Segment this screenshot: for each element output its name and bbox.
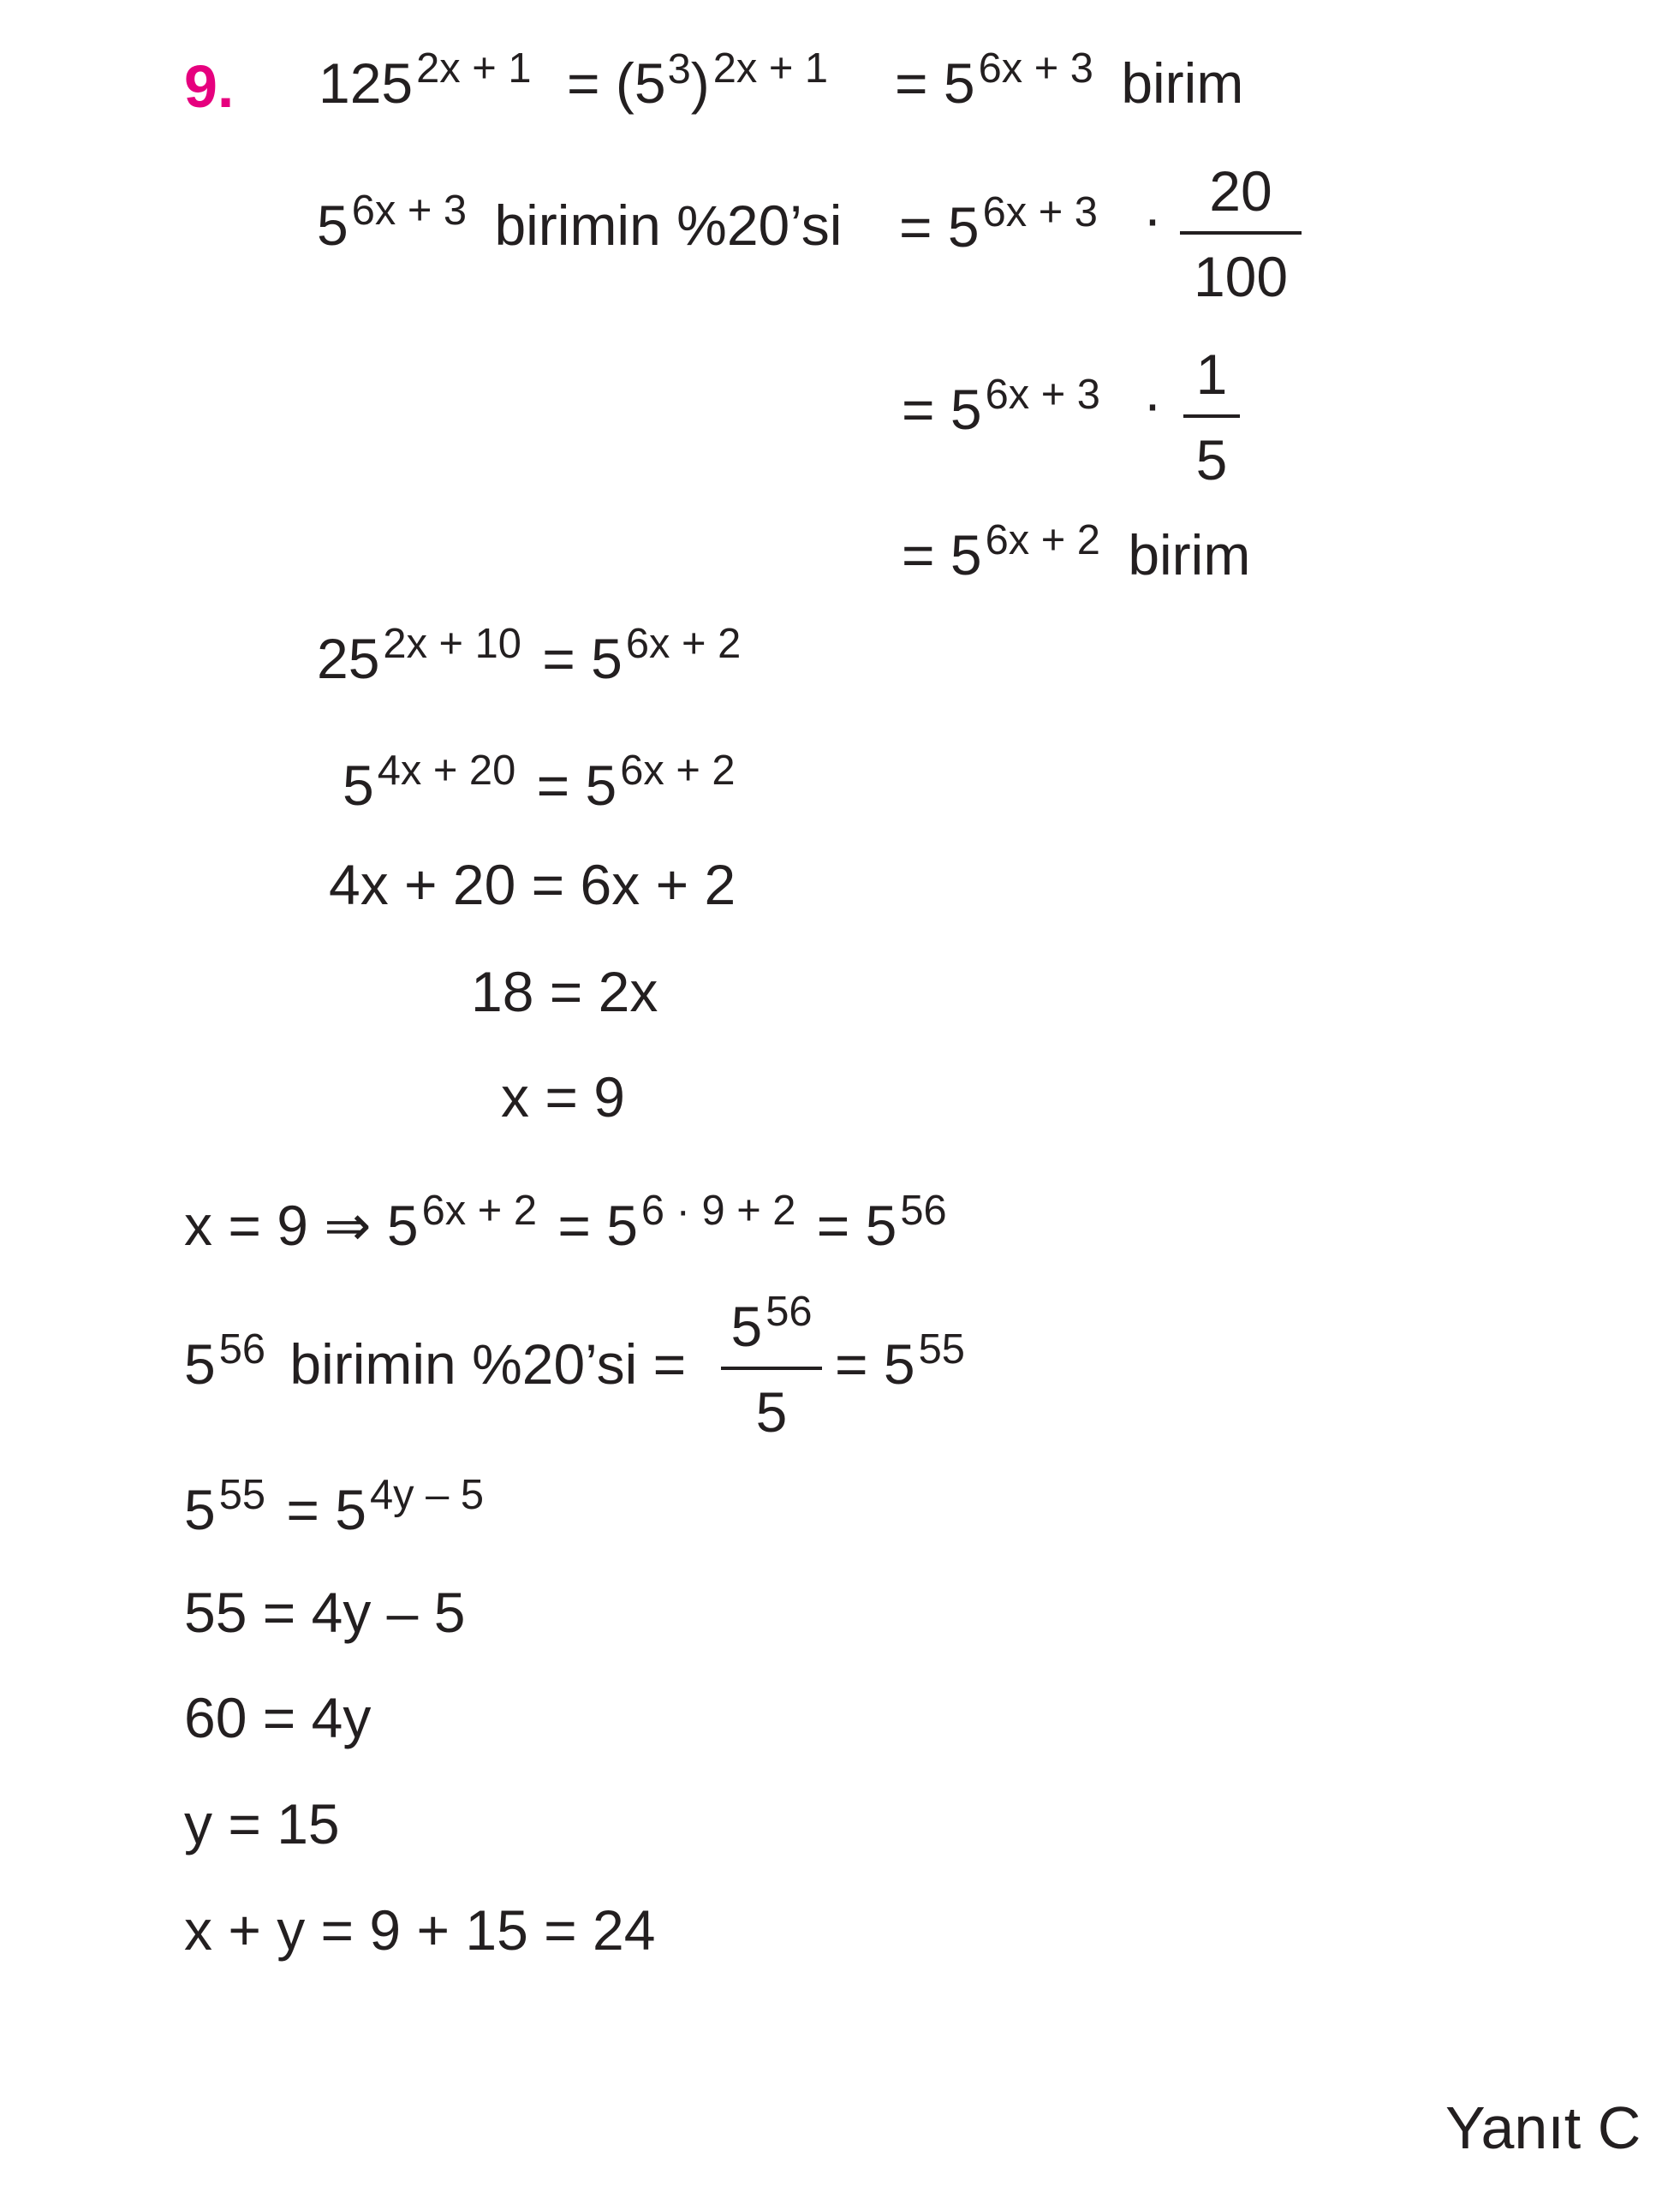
fraction-bar xyxy=(1180,231,1302,235)
eq2: $5^{4x + 20} = 5^{6x + 2}$ xyxy=(343,747,736,817)
eq3: 4x + 20 = 6x + 2 xyxy=(329,853,736,916)
step1-rhs: = $5^{6x + 3}$ birim xyxy=(895,45,1244,115)
step2-dot: · xyxy=(1143,187,1162,250)
step4-rhs: = $5^{6x + 2}$ birim xyxy=(902,516,1251,587)
eq4: 18 = 2x xyxy=(471,960,658,1023)
eq10: 60 = 4y xyxy=(184,1686,372,1749)
step3-dot: · xyxy=(1143,372,1162,435)
step2-rhs: = $5^{6x + 3}$ xyxy=(899,188,1098,259)
eq7-fraction: $5^{56}$ 5 xyxy=(721,1298,822,1440)
step3-fraction: 1 5 xyxy=(1183,346,1240,488)
step2-fraction: 20 100 xyxy=(1180,163,1302,305)
eq5: x = 9 xyxy=(501,1065,625,1129)
answer-label: Yanıt C xyxy=(1445,2094,1641,2161)
eq8: $5^{55} = 5^{4y - 5}$ xyxy=(184,1471,484,1541)
step3-rhs: = $5^{6x + 3}$ xyxy=(902,371,1100,441)
eq6: x = 9 ⇒ $5^{6x + 2} = 5^{6 \cdot 9 + 2} = 5^{56}$ xyxy=(184,1187,947,1257)
eq12: x + y = 9 + 15 = 24 xyxy=(184,1898,656,1962)
step1-mid: = $(5^3)^{2x + 1}$ xyxy=(567,45,829,115)
eq7-lhs: $5^{56}$ birimin %20’si = xyxy=(184,1325,687,1396)
fraction-bar xyxy=(1183,414,1240,418)
eq7-rhs: = $5^{55}$ xyxy=(835,1325,965,1396)
eq1: $25^{2x + 10} = 5^{6x + 2}$ xyxy=(317,620,742,690)
step2-lhs: $5^{6x + 3}$ birimin %20’si xyxy=(317,187,843,257)
eq11: y = 15 xyxy=(184,1792,340,1855)
fraction-bar xyxy=(721,1367,822,1370)
eq9: 55 = 4y – 5 xyxy=(184,1581,466,1644)
step1-lhs: $125^{2x + 1}$ xyxy=(319,45,532,115)
question-number: 9. xyxy=(184,53,235,120)
